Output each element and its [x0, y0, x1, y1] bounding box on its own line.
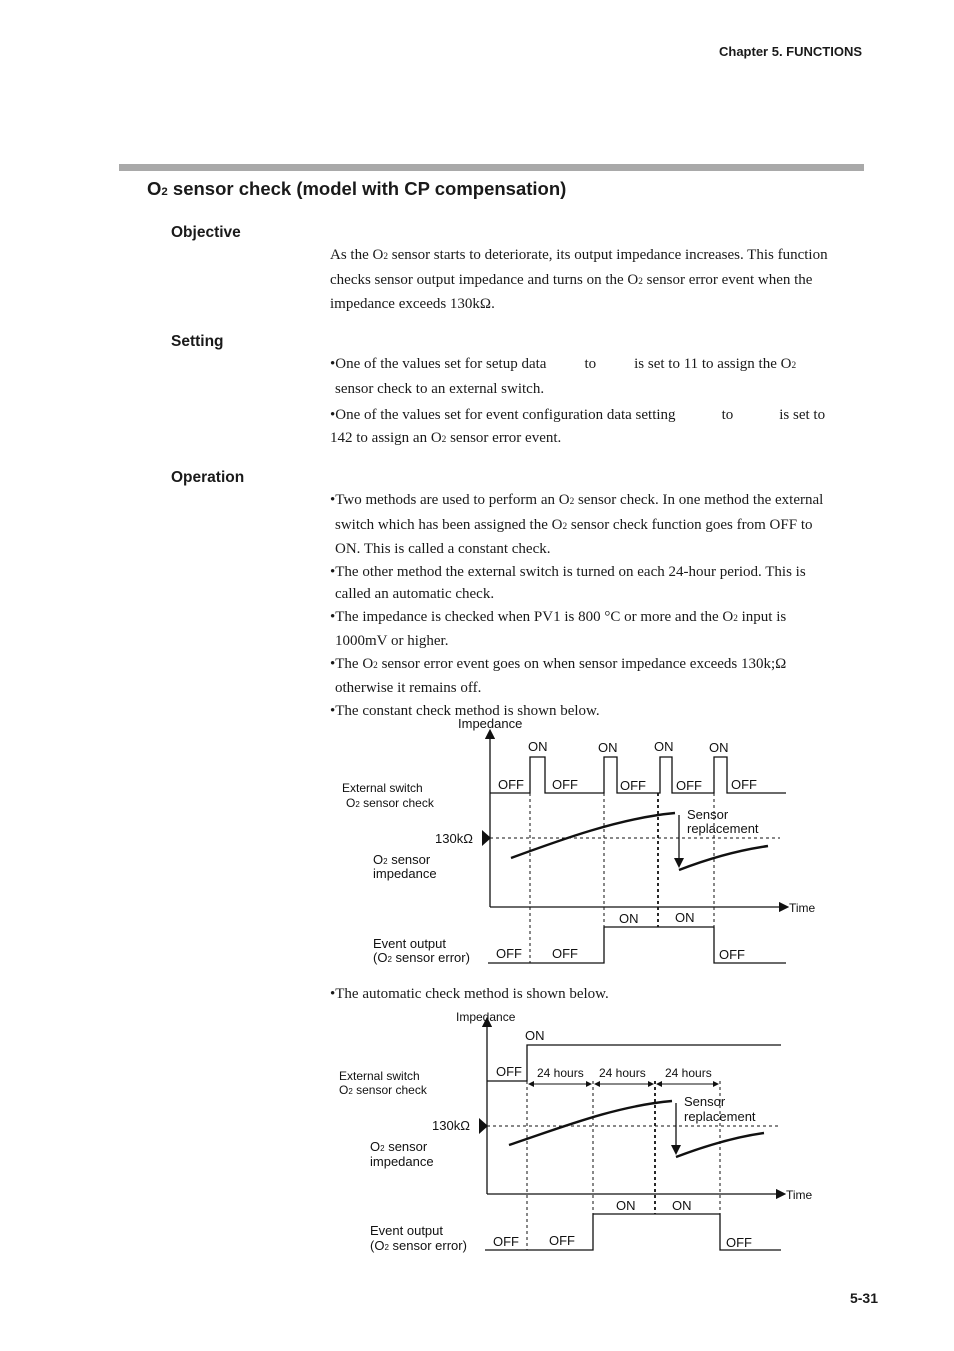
operation-line-8: •The O2 sensor error event goes on when sensor impedance exceeds 130k;Ω	[330, 655, 787, 672]
sensor-replacement-label: replacement	[684, 1109, 756, 1124]
event-output-label: Event output	[370, 1223, 443, 1238]
sensor-replacement-label: replacement	[687, 821, 759, 836]
title-subscript: 2	[161, 186, 168, 198]
off-label: OFF	[552, 777, 578, 792]
sensor-error-label: (O2 sensor error)	[373, 950, 470, 965]
impedance-label: Impedance	[458, 716, 523, 731]
external-switch-label: External switch	[339, 1069, 420, 1083]
operation-line-3: ON. This is called a constant check.	[335, 541, 551, 557]
hours-label: 24 hours	[537, 1066, 584, 1080]
on-label: ON	[528, 739, 548, 754]
off-label: OFF	[731, 777, 757, 792]
operation-line-2: switch which has been assigned the O2 sensor check function goes from OFF to	[335, 516, 813, 533]
operation-line-9: otherwise it remains off.	[335, 680, 482, 696]
on-label: ON	[672, 1198, 692, 1213]
title-o: O	[147, 178, 162, 199]
objective-line-1: As the O2 sensor starts to deteriorate, its output impedance increases. This function	[330, 247, 828, 263]
operation-line-1: •Two methods are used to perform an O2 sensor check. In one method the external	[330, 492, 824, 508]
setting-bullet-2-line-1: •One of the values set for event configuration data setting to is set to	[330, 407, 826, 423]
time-label: Time	[786, 1188, 813, 1202]
sensor-check-label: O2 sensor check	[346, 796, 434, 810]
off-label: OFF	[719, 947, 745, 962]
operation-line-6: •The impedance is checked when PV1 is 800 °C or more and the O2 input is	[330, 608, 787, 625]
setting-heading: Setting	[171, 333, 224, 350]
sensor-replacement-label: Sensor	[684, 1094, 726, 1109]
objective-line-2: checks sensor output impedance and turns on the O2 sensor error event when the	[330, 271, 813, 288]
event-output-label: Event output	[373, 936, 446, 951]
operation-line-10: •The constant check method is shown below.	[330, 702, 600, 719]
operation-heading: Operation	[171, 469, 245, 486]
on-label: ON	[616, 1198, 636, 1213]
o2-sensor-label: O2 sensor	[370, 1139, 428, 1154]
objective-line-3: impedance exceeds 130kΩ.	[330, 296, 495, 312]
title-rest: sensor check (model with CP compensation)	[167, 178, 567, 199]
operation-line-11: •The automatic check method is shown below.	[330, 986, 609, 1002]
impedance-label: Impedance	[456, 1010, 516, 1024]
impedance-lower-label: impedance	[373, 866, 437, 881]
sensor-check-label: O2 sensor check	[339, 1083, 427, 1097]
off-label: OFF	[620, 778, 646, 793]
off-label: OFF	[549, 1233, 575, 1248]
off-label: OFF	[498, 777, 524, 792]
setting-bullet-1-line-1: •One of the values set for setup data to is set to 11 to assign the O2	[330, 356, 797, 372]
setting-bullet-2-line-2: 142 to assign an O2 sensor error event.	[330, 429, 562, 446]
off-label: OFF	[552, 946, 578, 961]
threshold-label: 130kΩ	[435, 831, 473, 846]
on-label: ON	[598, 740, 618, 755]
operation-line-4: •The other method the external switch is turned on each 24-hour period. This is	[330, 563, 806, 580]
sensor-error-label: (O2 sensor error)	[370, 1238, 467, 1253]
setting-bullet-1-line-2: sensor check to an external switch.	[335, 380, 545, 397]
external-switch-label: External switch	[342, 781, 423, 795]
chapter-header: Chapter 5. FUNCTIONS	[718, 44, 862, 59]
on-label: ON	[675, 910, 695, 925]
off-label: OFF	[496, 946, 522, 961]
off-label: OFF	[676, 778, 702, 793]
on-label: ON	[525, 1028, 545, 1043]
operation-line-7: 1000mV or higher.	[335, 633, 449, 649]
objective-heading: Objective	[171, 224, 241, 241]
off-label: OFF	[726, 1235, 752, 1250]
hours-label: 24 hours	[599, 1066, 646, 1080]
operation-line-5: called an automatic check.	[335, 586, 495, 602]
on-label: ON	[709, 740, 729, 755]
page-number: 5-31	[849, 1290, 878, 1306]
o2-sensor-label: O2 sensor	[373, 852, 431, 867]
off-label: OFF	[493, 1234, 519, 1249]
off-label: OFF	[496, 1064, 522, 1079]
time-label: Time	[789, 901, 816, 915]
sensor-replacement-label: Sensor	[687, 807, 729, 822]
hours-label: 24 hours	[665, 1066, 712, 1080]
on-label: ON	[654, 739, 674, 754]
on-label: ON	[619, 911, 639, 926]
impedance-lower-label: impedance	[370, 1154, 434, 1169]
threshold-label: 130kΩ	[432, 1118, 470, 1133]
